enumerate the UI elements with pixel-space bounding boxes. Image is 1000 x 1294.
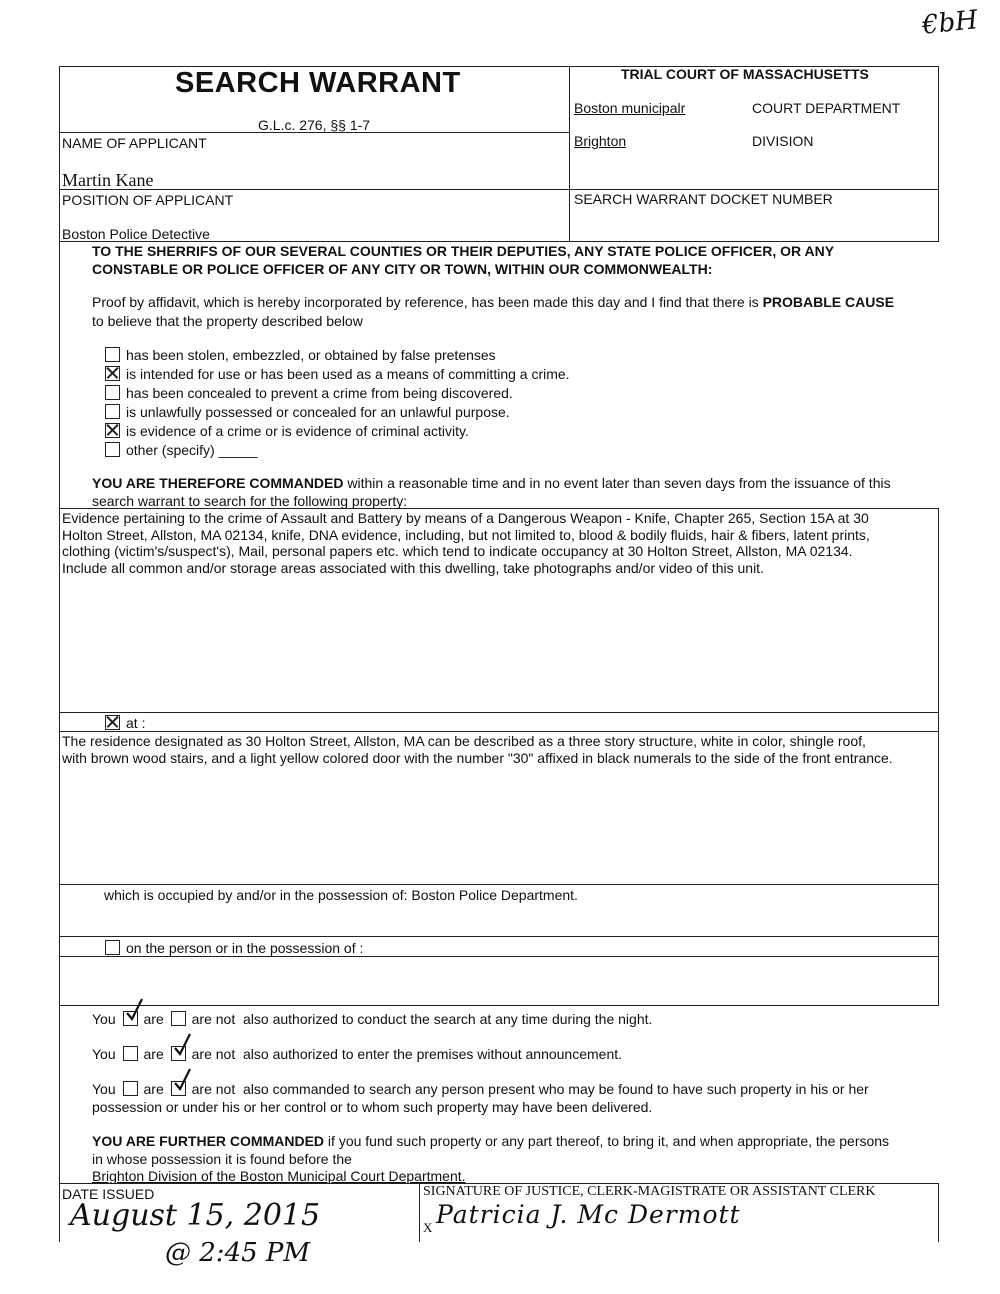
statute-reference: G.L.c. 276, §§ 1-7	[258, 117, 371, 133]
residence-description	[62, 733, 893, 766]
persons-row	[92, 1081, 869, 1097]
on-person-row	[105, 940, 363, 956]
property-line: Holton Street, Allston, MA 02134, knife, DNA evidence, including, but not limited to, blood & bodily fluids, hair & fibers, latent prints,	[62, 526, 870, 543]
checklist-item[interactable]	[105, 423, 469, 439]
checklist-item[interactable]	[105, 442, 258, 458]
command-line-2: search warrant to search for the following property:	[92, 493, 408, 509]
entry-row	[92, 1046, 622, 1062]
person-top-line	[59, 956, 939, 957]
checklist-label: has been concealed to prevent a crime from being discovered.	[126, 385, 513, 401]
are-label: are	[143, 1081, 164, 1097]
check-mark-icon	[172, 1032, 192, 1058]
entry-text: also authorized to enter the premises without announcement.	[243, 1046, 623, 1062]
checklist-label: is intended for use or has been used as a means of committing a crime.	[126, 366, 570, 382]
are-label: are	[143, 1046, 164, 1062]
checkbox-entry-are[interactable]	[123, 1046, 138, 1061]
applicant-position: Boston Police Detective	[62, 226, 210, 242]
persons-line-2: possession or under his or her control or to whom such property may have been delivered.	[92, 1099, 653, 1115]
checkbox-unlawfully-possessed[interactable]	[105, 404, 120, 419]
form-title: SEARCH WARRANT	[175, 67, 461, 99]
form-left-border	[59, 66, 60, 1242]
night-search-row	[92, 1011, 652, 1027]
residence-bottom-line	[59, 884, 939, 885]
checkbox-concealed[interactable]	[105, 385, 120, 400]
checkbox-stolen[interactable]	[105, 347, 120, 362]
checkbox-evidence-of-crime[interactable]	[105, 423, 120, 438]
property-line: Evidence pertaining to the crime of Assault and Battery by means of a Dangerous Weapon - Knife, Chapter 265, Section 15A at 30	[62, 510, 869, 526]
further-line-1	[92, 1133, 889, 1149]
command-bold: YOU ARE THEREFORE COMMANDED	[92, 475, 344, 491]
you-label: You	[92, 1046, 116, 1062]
property-line: clothing (victim's/suspect's), Mail, personal papers etc. which tend to indicate occupancy at 30 Holton Street, Allston, MA 02134.	[62, 543, 853, 559]
further-line-2: in whose possession it is found before the	[92, 1151, 352, 1167]
check-mark-icon	[172, 1067, 192, 1093]
residence-line: The residence designated as 30 Holton Street, Allston, MA can be described as a three story structure, white in color, shingle roof,	[62, 733, 866, 749]
name-bottom-line	[59, 189, 939, 190]
further-text: if you fund such property or any part thereof, to bring it, and when appropriate, the persons	[324, 1133, 890, 1149]
check-mark-icon	[124, 997, 144, 1023]
form-right-border-mid	[938, 508, 939, 1006]
division-name: Brighton	[574, 133, 627, 149]
persons-text: also commanded to search any person present who may be found to have such property in his or her	[243, 1081, 869, 1097]
checkbox-persons-are[interactable]	[123, 1081, 138, 1096]
you-label: You	[92, 1011, 116, 1027]
on-person-label: on the person or in the possession of :	[126, 940, 364, 956]
date-issued-label: DATE ISSUED	[62, 1186, 155, 1202]
residence-line: with brown wood stairs, and a light yellow colored door with the number "30" affixed in black numerals to the side of the front entrance.	[62, 749, 893, 766]
residence-top-line	[59, 731, 939, 732]
further-line-3: Brighton Division of the Boston Municipal Court Department.	[92, 1168, 466, 1184]
applicant-name-label: NAME OF APPLICANT	[62, 135, 207, 151]
time-issued-value: @ 2:45 PM	[165, 1238, 311, 1268]
at-row	[105, 715, 145, 731]
proof-line-2: to believe that the property described below	[92, 313, 363, 329]
court-title: TRIAL COURT OF MASSACHUSETTS	[621, 66, 869, 82]
occupied-by: which is occupied by and/or in the possession of: Boston Police Department.	[104, 887, 578, 903]
are-not-label: are not	[191, 1081, 236, 1097]
header-divider	[569, 66, 570, 242]
checklist-item[interactable]	[105, 347, 496, 363]
you-label: You	[92, 1081, 116, 1097]
checklist-item[interactable]	[105, 366, 570, 382]
checkbox-night-are-not[interactable]	[171, 1011, 186, 1026]
address-line-1: TO THE SHERRIFS OF OUR SEVERAL COUNTIES OR THEIR DEPUTIES, ANY STATE POLICE OFFICER, OR ANY	[92, 243, 835, 259]
corner-note: €bH	[920, 5, 980, 41]
are-not-label: are not	[191, 1046, 236, 1062]
proof-line-1	[92, 294, 894, 310]
further-bold: YOU ARE FURTHER COMMANDED	[92, 1133, 325, 1149]
checklist-item[interactable]	[105, 385, 513, 401]
command-line-1	[92, 475, 891, 491]
checklist-label: other (specify) _____	[126, 442, 258, 458]
division-label: DIVISION	[752, 133, 814, 149]
checklist-item[interactable]	[105, 404, 510, 420]
docket-number-label: SEARCH WARRANT DOCKET NUMBER	[574, 191, 833, 207]
checkbox-on-person[interactable]	[105, 940, 120, 955]
signature-x: X	[423, 1220, 433, 1235]
signature-value: Patricia J. Mc Dermott	[436, 1200, 741, 1229]
footer-divider	[419, 1183, 420, 1242]
person-bottom-line	[59, 1005, 939, 1006]
applicant-name: Martin Kane	[62, 170, 154, 190]
command-text: within a reasonable time and in no event later than seven days from the issuance of this	[343, 475, 891, 491]
form-right-border-bottom	[938, 1183, 939, 1242]
court-name: Boston municipalr	[574, 100, 686, 116]
proof-text: Proof by affidavit, which is hereby incorporated by reference, has been made this day and I find that there is	[92, 294, 763, 310]
property-line: Include all common and/or storage areas associated with this dwelling, take photographs and/or video of this unit.	[62, 559, 764, 576]
occupied-bottom-line	[59, 936, 939, 937]
form-right-border-top	[938, 66, 939, 242]
date-issued-value: August 15, 2015	[70, 1198, 321, 1233]
checkbox-means-of-crime[interactable]	[105, 366, 120, 381]
probable-cause: PROBABLE CAUSE	[762, 294, 895, 310]
are-label: are	[143, 1011, 164, 1027]
at-label: at :	[126, 715, 146, 731]
address-line-2: CONSTABLE OR POLICE OFFICER OF ANY CITY OR TOWN, WITHIN OUR COMMONWEALTH:	[92, 261, 713, 277]
applicant-position-label: POSITION OF APPLICANT	[62, 192, 234, 208]
checkbox-at[interactable]	[105, 715, 120, 730]
night-text: also authorized to conduct the search at any time during the night.	[243, 1011, 653, 1027]
checklist-label: is unlawfully possessed or concealed for an unlawful purpose.	[126, 404, 510, 420]
court-department-label: COURT DEPARTMENT	[752, 100, 901, 116]
property-bottom-line	[59, 712, 939, 713]
checkbox-other[interactable]	[105, 442, 120, 457]
checklist-label: is evidence of a crime or is evidence of criminal activity.	[126, 423, 469, 439]
are-not-label: are not	[191, 1011, 236, 1027]
property-description	[62, 510, 870, 576]
signature-label: SIGNATURE OF JUSTICE, CLERK-MAGISTRATE OR ASSISTANT CLERK	[423, 1184, 876, 1199]
checklist-label: has been stolen, embezzled, or obtained by false pretenses	[126, 347, 496, 363]
